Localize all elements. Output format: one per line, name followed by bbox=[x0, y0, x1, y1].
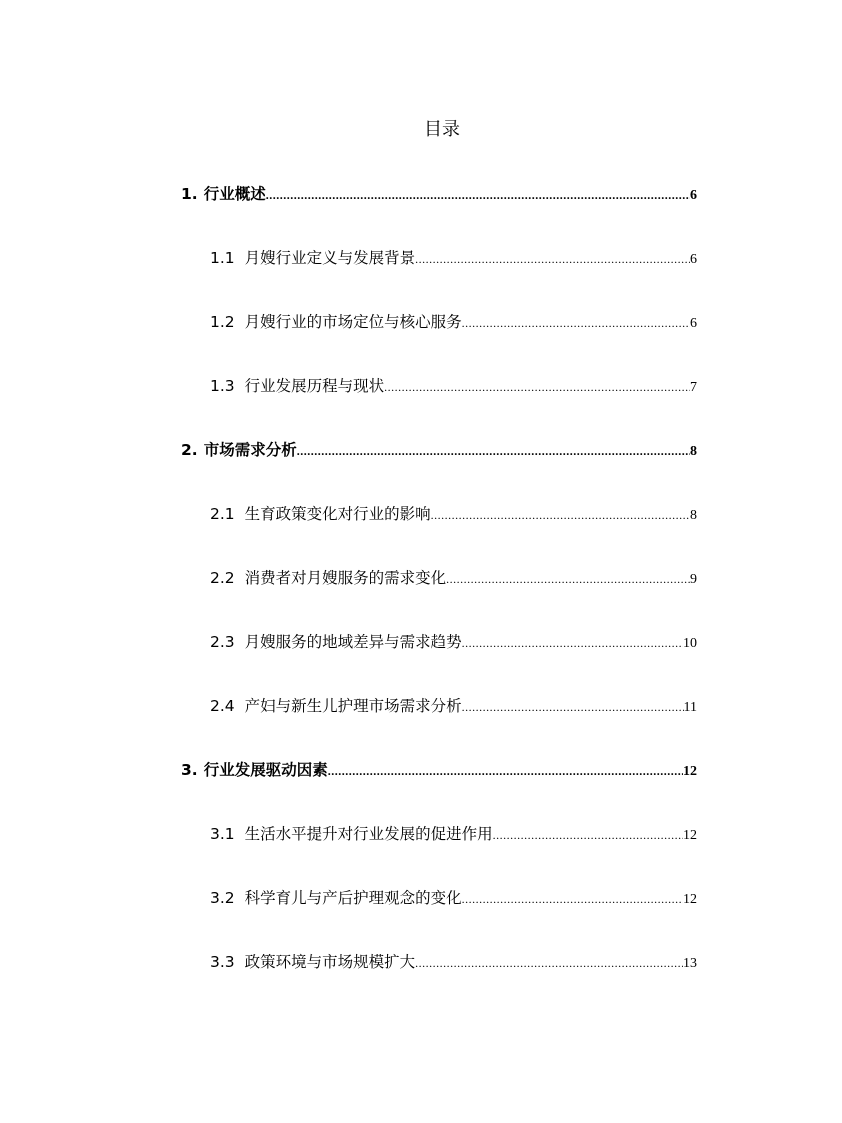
toc-entry[interactable] bbox=[181, 162, 697, 226]
toc-entry[interactable] bbox=[181, 354, 697, 418]
dot-leader bbox=[462, 675, 684, 739]
entry-text: 月嫂行业的市场定位与核心服务 bbox=[244, 313, 462, 331]
entry-number: 1.2 bbox=[210, 313, 235, 331]
page-number: 6 bbox=[690, 252, 697, 267]
page-number: 12 bbox=[683, 828, 697, 843]
dot-leader bbox=[415, 931, 683, 995]
toc-entry[interactable] bbox=[181, 738, 697, 802]
toc-entry[interactable] bbox=[181, 866, 697, 930]
page-number: 12 bbox=[683, 892, 697, 907]
entry-text: 行业发展驱动因素 bbox=[203, 761, 328, 779]
entry-number: 2.2 bbox=[210, 569, 235, 587]
page-number: 9 bbox=[690, 572, 697, 587]
dot-leader bbox=[328, 739, 683, 803]
entry-text: 消费者对月嫂服务的需求变化 bbox=[244, 569, 447, 587]
dot-leader bbox=[462, 611, 683, 675]
dot-leader bbox=[415, 227, 690, 291]
toc-entry[interactable] bbox=[181, 610, 697, 674]
entry-text: 生育政策变化对行业的影响 bbox=[244, 505, 431, 523]
entry-number: 1.1 bbox=[210, 249, 235, 267]
entry-number: 2.1 bbox=[210, 505, 235, 523]
entry-number: 3. bbox=[181, 761, 198, 779]
page-number: 10 bbox=[683, 636, 697, 651]
entry-text: 月嫂行业定义与发展背景 bbox=[244, 249, 416, 267]
page-number: 8 bbox=[690, 508, 697, 523]
dot-leader bbox=[431, 483, 690, 547]
entry-number: 1. bbox=[181, 185, 198, 203]
page-number: 6 bbox=[690, 188, 697, 203]
toc-entry[interactable] bbox=[181, 482, 697, 546]
entry-number: 2.4 bbox=[210, 697, 235, 715]
toc-entry[interactable] bbox=[181, 802, 697, 866]
entry-text: 市场需求分析 bbox=[203, 441, 297, 459]
dot-leader bbox=[384, 355, 690, 419]
entry-text: 生活水平提升对行业发展的促进作用 bbox=[244, 825, 493, 843]
page-number: 11 bbox=[683, 700, 697, 715]
toc-title: 目录 bbox=[424, 119, 460, 140]
page-number: 12 bbox=[683, 764, 697, 779]
entry-number: 2.3 bbox=[210, 633, 235, 651]
table-of-contents bbox=[181, 162, 697, 994]
toc-entry[interactable] bbox=[181, 418, 697, 482]
entry-text: 行业发展历程与现状 bbox=[244, 377, 385, 395]
toc-entry[interactable] bbox=[181, 674, 697, 738]
entry-text: 科学育儿与产后护理观念的变化 bbox=[244, 889, 462, 907]
entry-number: 1.3 bbox=[210, 377, 235, 395]
page-number: 13 bbox=[683, 956, 697, 971]
entry-text: 政策环境与市场规模扩大 bbox=[244, 953, 416, 971]
dot-leader bbox=[462, 867, 683, 931]
entry-number: 2. bbox=[181, 441, 198, 459]
toc-entry[interactable] bbox=[181, 226, 697, 290]
entry-number: 3.1 bbox=[210, 825, 235, 843]
entry-number: 3.3 bbox=[210, 953, 235, 971]
page-number: 7 bbox=[690, 380, 697, 395]
dot-leader bbox=[446, 547, 690, 611]
entry-text: 月嫂服务的地域差异与需求趋势 bbox=[244, 633, 462, 651]
toc-entry[interactable] bbox=[181, 290, 697, 354]
dot-leader bbox=[297, 419, 690, 483]
entry-number: 3.2 bbox=[210, 889, 235, 907]
dot-leader bbox=[462, 291, 690, 355]
entry-text: 产妇与新生儿护理市场需求分析 bbox=[244, 697, 462, 715]
page-number: 8 bbox=[690, 444, 697, 459]
entry-text: 行业概述 bbox=[203, 185, 266, 203]
dot-leader bbox=[266, 163, 690, 227]
dot-leader bbox=[493, 803, 683, 867]
toc-entry[interactable] bbox=[181, 930, 697, 994]
page-number: 6 bbox=[690, 316, 697, 331]
toc-entry[interactable] bbox=[181, 546, 697, 610]
